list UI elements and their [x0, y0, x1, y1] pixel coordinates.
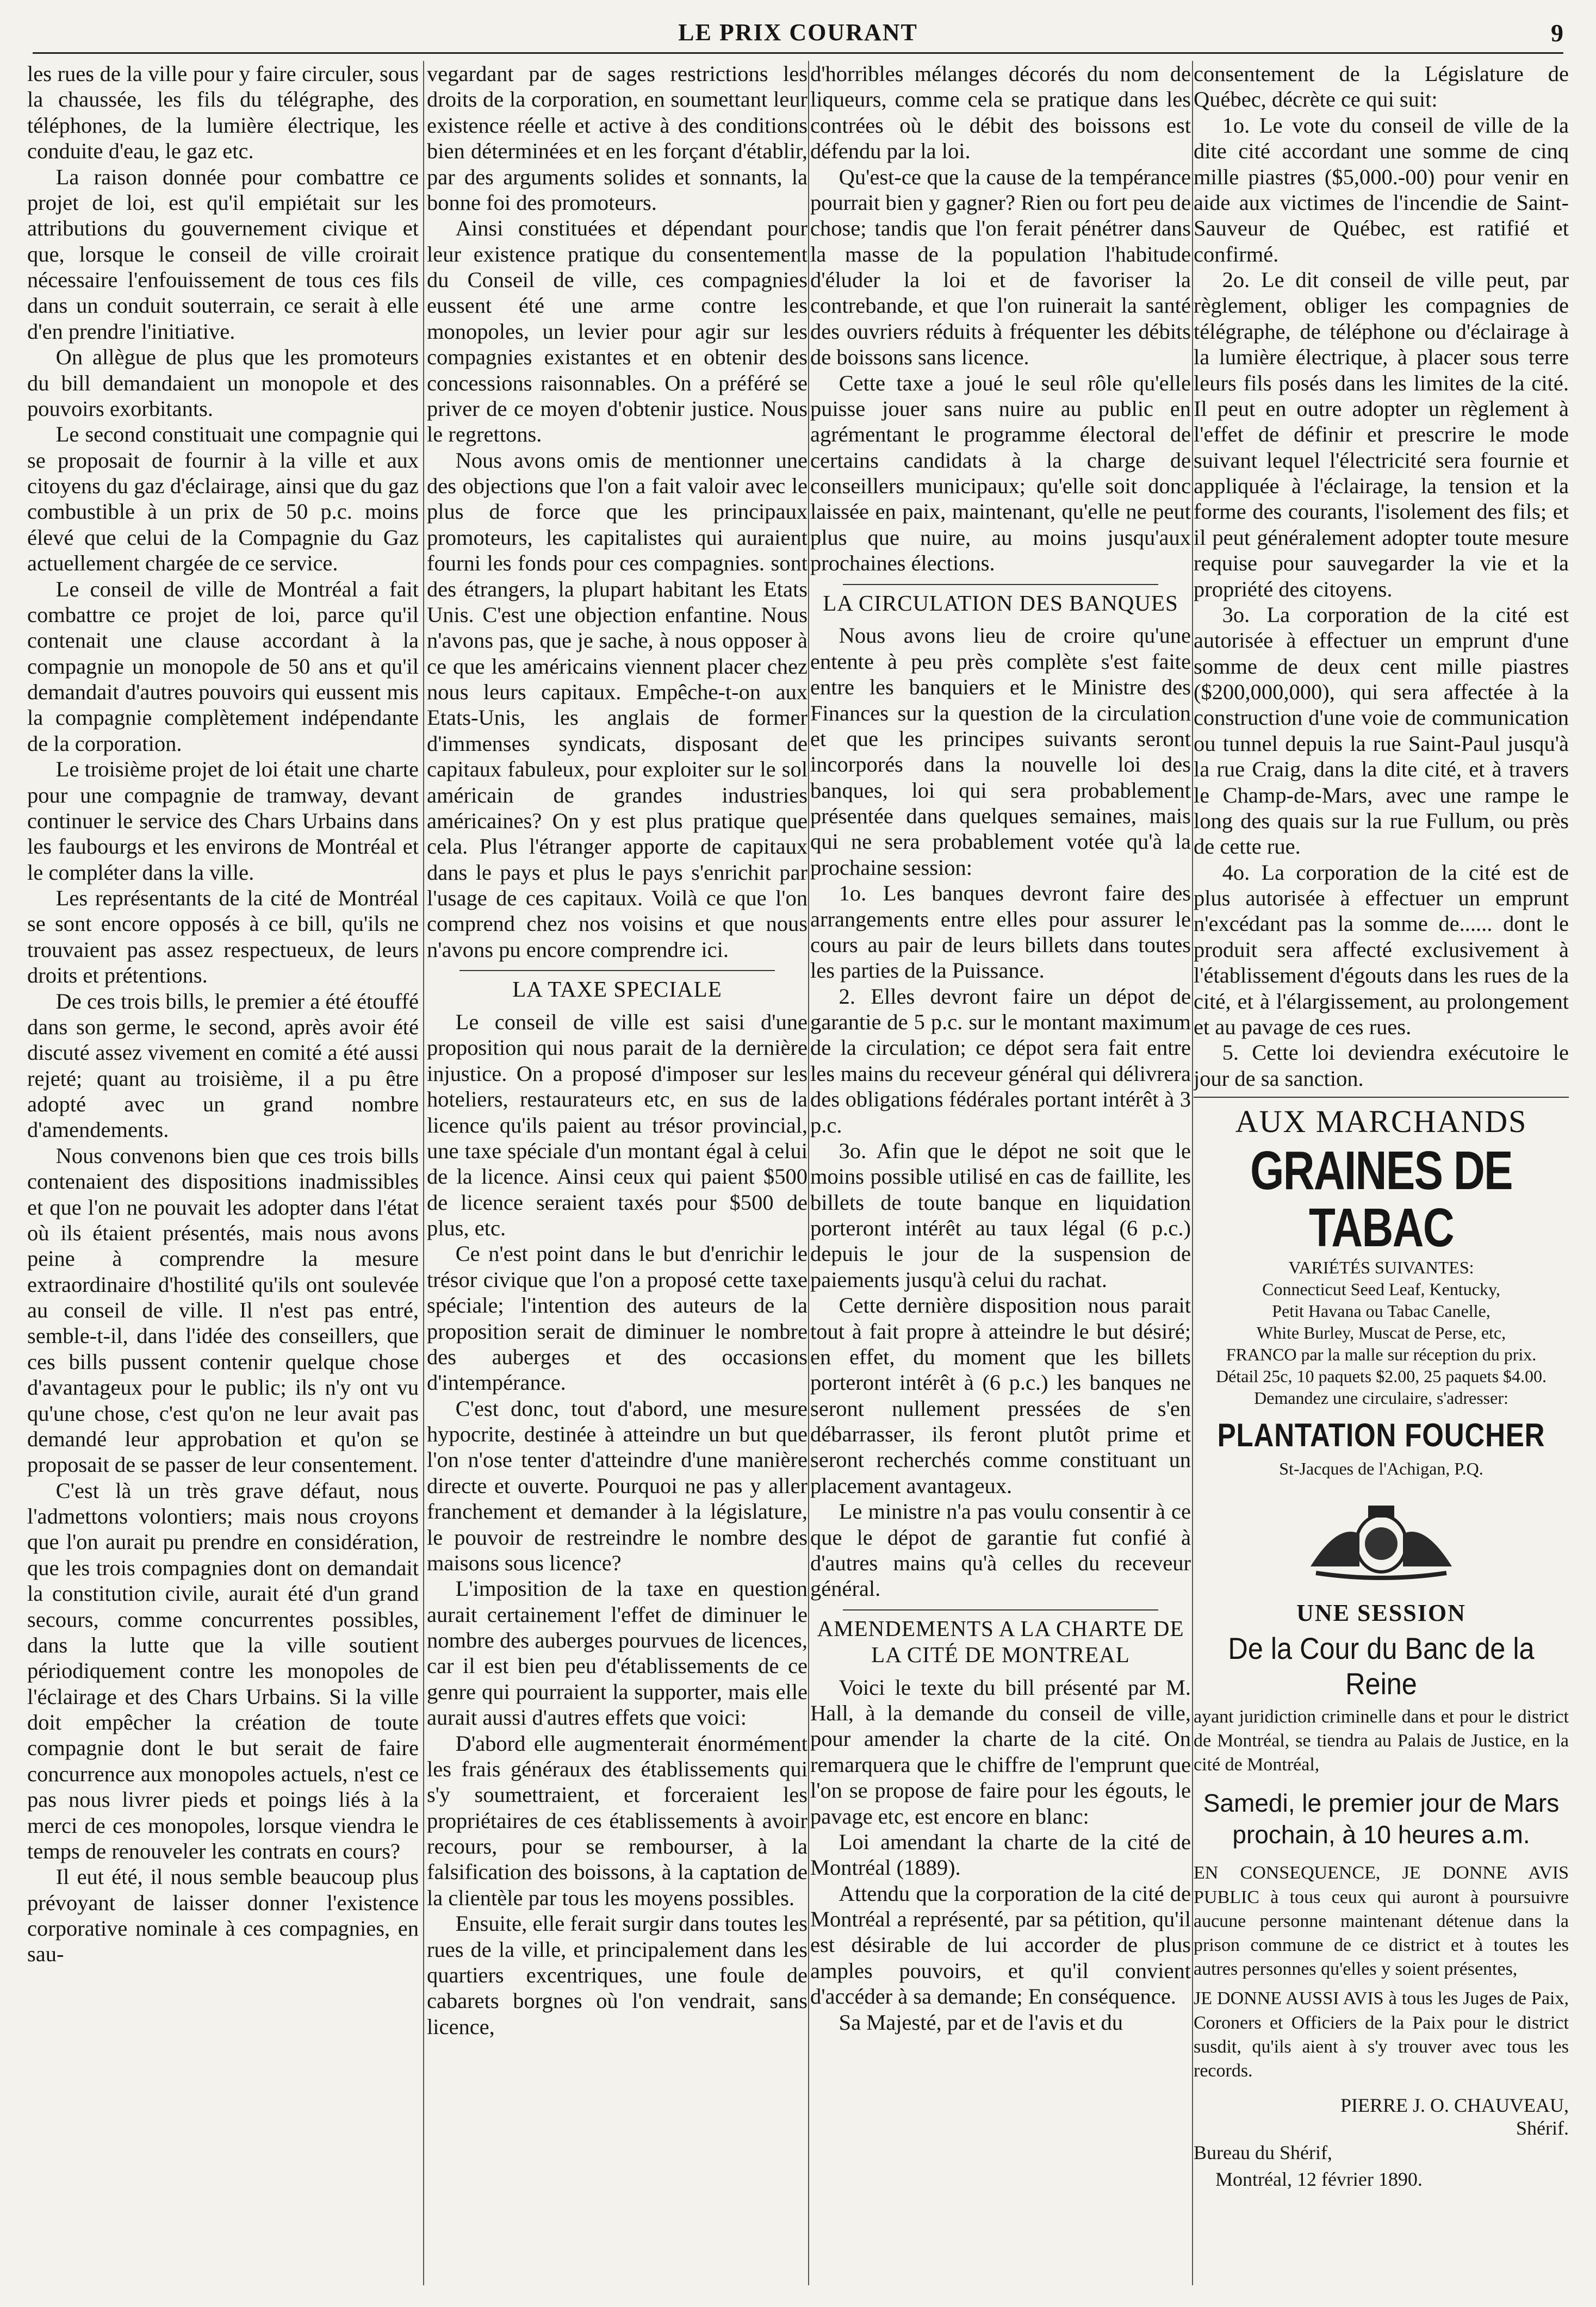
paragraph: 2. Elles devront faire un dépot de garantie de 5 p.c. sur le montant maximum de la circulation; ce dépot sera fait entre les mains du receveur général qui délivrera des obligations fédérales portant intérêt à 3 p.c.: [810, 984, 1191, 1137]
column-2: [427, 61, 808, 2285]
column-divider: [808, 61, 809, 2285]
signer-title: Shérif.: [1516, 2117, 1569, 2140]
column-3: [810, 61, 1191, 2285]
article-heading-amendements: AMENDEMENTS A LA CHARTE DE LA CITÉ DE MONTREAL: [817, 1615, 1184, 1667]
court-name: De la Cour du Banc de la Reine: [1228, 1631, 1535, 1701]
column-divider: [1192, 61, 1193, 2285]
paragraph: Attendu que la corporation de la cité de Montréal a représenté, par sa pétition, qu'il est désirable de lui accorder de plus amples pouvoirs, et qu'il convient d'accéder à sa demande; En conséquence.: [810, 1881, 1191, 2009]
ad-product: GRAINES DE TABAC: [1250, 1140, 1512, 1258]
newspaper-title: LE PRIX COURANT: [678, 19, 918, 46]
paragraph: Ainsi constituées et dépendant pour leur existence pratique du consentement du Conseil de ville, ces compagnies eussent été une arme contre les monopoles, un levier pour agir sur les compagnies existantes et en obtenir des concessions raisonnables. On a préféré se priver de ce moyen d'obtenir justice. Nous le regrettons.: [427, 216, 808, 447]
paragraph: Le conseil de ville est saisi d'une proposition qui nous parait de la dernière injustice. On a proposé d'imposer sur les hoteliers, restaurateurs etc, en sus de la licence qu'ils paient au trésor provincial, une taxe spéciale d'un montant égal à celui de la licence. Ainsi ceux qui paient $500 de licence seraient taxés pour $500 de plus, etc.: [427, 1010, 808, 1241]
paragraph: Ce n'est point dans le but d'enrichir le trésor civique que l'on a proposé cette taxe spéciale; l'intention des auteurs de la proposition serait de diminuer le nombre des auberges et des occasions d'intempérance.: [427, 1241, 808, 1395]
paragraph: 1o. Le vote du conseil de ville de la dite cité accordant une somme de cinq mille piastres ($5,000.-00) pour venir en aide aux victimes de l'incendie de Saint-Sauveur de Québec, est ratifié et confirmé.: [1194, 113, 1569, 266]
page-header: [33, 14, 1563, 52]
paragraph: Sa Majesté, par et de l'avis et du: [839, 2010, 1123, 2035]
column-4: [1194, 61, 1569, 2285]
column-divider: [423, 61, 424, 2285]
article-separator: [843, 584, 1158, 585]
ad-variety: Petit Havana ou Tabac Canelle,: [1272, 1301, 1491, 1321]
paragraph: C'est là un très grave défaut, nous l'admettons volontiers; mais nous croyons que l'on aurait pu prendre en considération, que les trois compagnies dont on demandait la constitution civile, aurait été d'un grand secours, comme concurrentes possibles, dans la lutte que la ville soutient périodiquement contre les monopoles de l'éclairage et des Chars Urbains. Si la ville doit empêcher la création de toute compagnie dont le but serait de faire concurrence aux monopoles actuels, n'est ce pas nous livrer pieds et poings liés à la merci de ces monopoles, lorsque viendra le temps de renouveler les contrats en cours?: [27, 1478, 419, 1863]
paragraph: C'est donc, tout d'abord, une mesure hypocrite, destinée à atteindre un but que l'on n'ose tenter d'atteindre d'une manière directe et ouverte. Pourquoi ne pas y aller franchement et demander à la législature, le pouvoir de restreindre le nombre des maisons sous licence?: [427, 1396, 808, 1575]
session-date: Samedi, le premier jour de Mars prochain, à 10 heures a.m.: [1203, 1789, 1560, 1849]
notice-text: JE DONNE AUSSI AVIS à tous les Juges de Paix, Coroners et Officiers de la Paix pour le district susdit, qu'ils aient à s'y trouver avec tous les records.: [1194, 1988, 1569, 2081]
ad-variety: White Burley, Muscat de Perse, etc,: [1256, 1322, 1506, 1342]
paragraph: d'horribles mélanges décorés du nom de liqueurs, comme cela se pratique dans les contrées où le débit des boissons est défendu par la loi.: [810, 61, 1191, 164]
paragraph: les rues de la ville pour y faire circuler, sous la chaussée, les fils du télégraphe, des téléphones, de la lumière électrique, les conduite d'eau, le gaz etc.: [27, 61, 419, 164]
page-number: 9: [1551, 19, 1563, 47]
paragraph: vegardant par de sages restrictions les droits de la corporation, en soumettant leur existence réelle et active à des conditions bien déterminées et en les forçant d'établir, par des arguments solides et sonnants, la bonne foi des promoteurs.: [427, 61, 808, 215]
paragraph: Nous avons lieu de croire qu'une entente à peu près complète s'est faite entre les banquiers et le Ministre des Finances sur la question de la circulation et que les principes suivants seront incorporés dans la nouvelle loi des banques, loi qui sera probablement présentée dans quelques semaines, mais qui ne sera probablement votée qu'à la prochaine session:: [810, 623, 1191, 880]
article-separator: [459, 970, 775, 971]
paragraph: 5. Cette loi deviendra exécutoire le jour de sa sanction.: [1194, 1040, 1569, 1091]
paragraph: De ces trois bills, le premier a été étouffé dans son germe, le second, après avoir été discuté assez vivement en comité a été aussi rejeté; quant au troisième, il a pu être adopté avec un grand nombre d'amendements.: [27, 988, 419, 1142]
paragraph: Cette dernière disposition nous parait tout à fait propre à atteindre le but désiré; en effet, du moment que les billets porteront intérêt à (6 p.c.) les banques ne seront nullement pressées de s'en débarrasser, ils feront plutôt prime et seront recherchés comme constituant un placement avantageux.: [810, 1293, 1191, 1498]
article-heading-circulation-banques: LA CIRCULATION DES BANQUES: [823, 590, 1178, 615]
paragraph: 4o. La corporation de la cité est de plus autorisée à effectuer un emprunt n'excédant pas la somme de...... dont le produit sera affecté exclusivement à l'établissement d'égouts dans les rues de la cité, et à l'élargissement, au prolongement et au pavage de ces rues.: [1194, 860, 1569, 1039]
paragraph: Le conseil de ville de Montréal a fait combattre ce projet de loi, parce qu'il contenait une clause accordant à la compagnie un monopole de 50 ans et qu'il demandait d'autres pouvoirs qui eussent mis la compagnie complètement indépendante de la corporation.: [27, 576, 419, 756]
paragraph: Il eut été, il nous semble beaucoup plus prévoyant de laisser donner l'existence corporative nominale à ces compagnies, en sau-: [27, 1864, 419, 1967]
paragraph: D'abord elle augmenterait énormément les frais généraux des établissements qui s'y soumettraient, et forceraient les propriétaires de ces établissements à avoir recours, pour se rembourser, à la falsification des boissons, à la captation de la clientèle par tous les moyens possibles.: [427, 1731, 808, 1910]
ad-varieties-label: VARIÉTÉS SUIVANTES:: [1288, 1257, 1474, 1277]
ad-title: AUX MARCHANDS: [1235, 1104, 1527, 1139]
paragraph: Les représentants de la cité de Montréal se sont encore opposés à ce bill, qu'ils ne trouvaient pas assez respectueux, de leurs droits et prétentions.: [27, 886, 419, 988]
paragraph: Le second constituait une compagnie qui se proposait de fournir à la ville et aux citoyens du gaz d'éclairage, ainsi que du gaz combustible à un prix de 50 p.c. moins élevé que celui de la Compagnie du Gaz actuellement chargée de ce service.: [27, 422, 419, 576]
paragraph: 3o. Afin que le dépot ne soit que le moins possible utilisé en cas de faillite, les billets de toute banque en liquidation porteront intérêt au taux légal (6 p.c.) depuis le jour de la suspension de paiements jusqu'à celui du rachat.: [810, 1138, 1191, 1292]
paragraph: 1o. Les banques devront faire des arrangements entre elles pour assurer le cours au pair de leurs billets dans toutes les parties de la Puissance.: [810, 881, 1191, 983]
ad-circular: Demandez une circulaire, s'adresser:: [1254, 1388, 1508, 1408]
ad-seller: PLANTATION FOUCHER: [1217, 1416, 1545, 1453]
paragraph: Voici le texte du bill présenté par M. Hall, à la demande du conseil de ville, pour amender la charte de la cité. On remarquera que le chiffre de l'emprunt que l'on se propose de faire pour les égouts, le pavage etc, est encore en blanc:: [810, 1675, 1191, 1829]
ad-variety: Connecticut Seed Leaf, Kentucky,: [1262, 1279, 1500, 1299]
signer-name: PIERRE J. O. CHAUVEAU,: [1340, 2094, 1569, 2117]
paragraph: L'imposition de la taxe en question aurait certainement l'effet de diminuer le nombre des auberges pourvues de licences, car il est bien peu d'établissements de ce genre qui pourraient la supporter, mais elle aurait aussi d'autres effets que voici:: [427, 1576, 808, 1730]
jurisdiction-text: ayant juridiction criminelle dans et pour le district de Montréal, se tiendra au Palais de Justice, en la cité de Montréal,: [1194, 1706, 1569, 1775]
session-heading: UNE SESSION: [1296, 1600, 1466, 1627]
ad-separator: [1194, 1097, 1569, 1098]
office-name: Bureau du Shérif,: [1194, 2142, 1332, 2164]
ad-prices: Détail 25c, 10 paquets $2.00, 25 paquets $4.00.: [1216, 1366, 1547, 1386]
paragraph: Nous convenons bien que ces trois bills contenaient des dispositions inadmissibles et que l'on ne pouvait les adopter dans l'état où ils étaient présentés, mais nous avons peine à comprendre la mesure extraordinaire d'hostilité qu'ils ont soulevée au conseil de ville. Il n'est pas entré, semble-t-il, dans l'idée des conseillers, que ces bills pussent contenir quelque chose d'avantageux pour le public; ils n'y ont vu qu'une chose, c'est qu'on ne leur avait pas demandé leur approbation et qu'on se proposait de se passer de leur consentement.: [27, 1143, 419, 1477]
notice-text: EN CONSEQUENCE, JE DONNE AVIS PUBLIC à tous ceux qui auront à poursuivre aucune personne maintenant détenue dans la prison commune de ce district et à toutes les autres personnes qu'elles y soient présentes,: [1194, 1863, 1569, 1980]
header-rule: [33, 52, 1563, 54]
paragraph: Qu'est-ce que la cause de la tempérance pourrait bien y gagner? Rien ou fort peu de chose; tandis que l'on ferait pénétrer dans la masse de la population l'habitude d'éluder la loi et de favoriser la contrebande, et que l'on ruinerait la santé des ouvriers réduits à fréquenter les débits de boissons sans licence.: [810, 164, 1191, 370]
paragraph: 3o. La corporation de la cité est autorisée à effectuer un emprunt d'une somme de deux cent mille piastres ($200,000,000), qui sera affectée à la construction d'une voie de communication ou tunnel depuis la rue Saint-Paul jusqu'à la rue Craig, dans la dite cité, et à travers le Champ-de-Mars, avec une rampe le long des quais sur la rue Fullum, ou près de cette rue.: [1194, 602, 1569, 859]
paragraph: Cette taxe a joué le seul rôle qu'elle puisse jouer sans nuire au public en agrémentant le programme électoral de certains candidats à la charge de conseillers municipaux; qu'elle soit donc laissée en paix, maintenant, qu'elle ne peut plus que nuire, au moins jusqu'aux prochaines élections.: [810, 370, 1191, 576]
paragraph: Le troisième projet de loi était une charte pour une compagnie de tramway, devant continuer le service des Chars Urbains dans les faubourgs et les environs de Montréal et le compléter dans la ville.: [27, 757, 419, 885]
paragraph: Le ministre n'a pas voulu consentir à ce que le dépot de garantie fut confié à d'autres mains qu'à celles du receveur général.: [810, 1499, 1191, 1601]
ad-location: St-Jacques de l'Achigan, P.Q.: [1279, 1459, 1483, 1479]
tobacco-seed-advertisement: [1194, 1103, 1569, 1479]
court-session-notice: [1194, 1479, 1569, 2193]
column-1: [27, 61, 419, 2285]
royal-coat-of-arms-icon: [1272, 1501, 1490, 1583]
ad-shipping: FRANCO par la malle sur réception du prix.: [1226, 1344, 1537, 1364]
article-heading-taxe-speciale: LA TAXE SPECIALE: [512, 977, 722, 1002]
place-date: Montréal, 12 février 1890.: [1215, 2168, 1423, 2190]
paragraph: Ensuite, elle ferait surgir dans toutes les rues de la ville, et principalement dans les quartiers excentriques, une foule de cabarets borgnes où l'on vendrait, sans licence,: [427, 1911, 808, 2039]
paragraph: Nous avons omis de mentionner une des objections que l'on a fait valoir avec le plus de force que les principaux promoteurs, les capitalistes qui auraient fourni les fonds pour ces compagnies. sont des étrangers, la plupart habitant les Etats Unis. C'est une objection enfantine. Nous n'avons pas, que je sache, à nous opposer à ce que les américains viennent placer chez nous leurs capitaux. Empêche-t-on aux Etats-Unis, les anglais de former d'immenses syndicats, disposant de capitaux fabuleux, pour exploiter sur le sol américain de grandes industries américaines? On y est plus pratique que cela. Plus l'étranger apporte de capitaux dans le pays et plus le pays s'enrichit par l'usage de ces capitaux. Voilà ce que l'on comprend chez nos voisins et que nous n'avons pu encore comprendre ici.: [427, 447, 808, 962]
paragraph: consentement de la Législature de Québec, décrète ce qui suit:: [1194, 61, 1569, 112]
article-separator: [843, 1609, 1158, 1610]
paragraph: On allègue de plus que les promoteurs du bill demandaient un monopole et des pouvoirs exorbitants.: [27, 345, 419, 421]
paragraph: Loi amendant la charte de la cité de Montréal (1889).: [810, 1829, 1191, 1880]
paragraph: 2o. Le dit conseil de ville peut, par règlement, obliger les compagnies de télégraphe, de téléphone ou d'éclairage à la lumière électrique, à placer sous terre leurs fils posés dans les limites de la cité. Il peut en outre adopter un règlement à l'effet de définir et prescrire le mode suivant lequel l'électricité sera fournie et appliquée à l'éclairage, la tension et la forme des courants, l'isolement des fils; et il peut généralement adopter toute mesure requise pour sauvegarder la vie et la propriété des citoyens.: [1194, 268, 1569, 601]
paragraph: La raison donnée pour combattre ce projet de loi, est qu'il empiétait sur les attributions du gouvernement civique et que, lorsque le conseil de ville croirait nécessaire l'enfouissement de tous ces fils dans un conduit souterrain, ce serait à elle d'en prendre l'initiative.: [27, 164, 419, 344]
